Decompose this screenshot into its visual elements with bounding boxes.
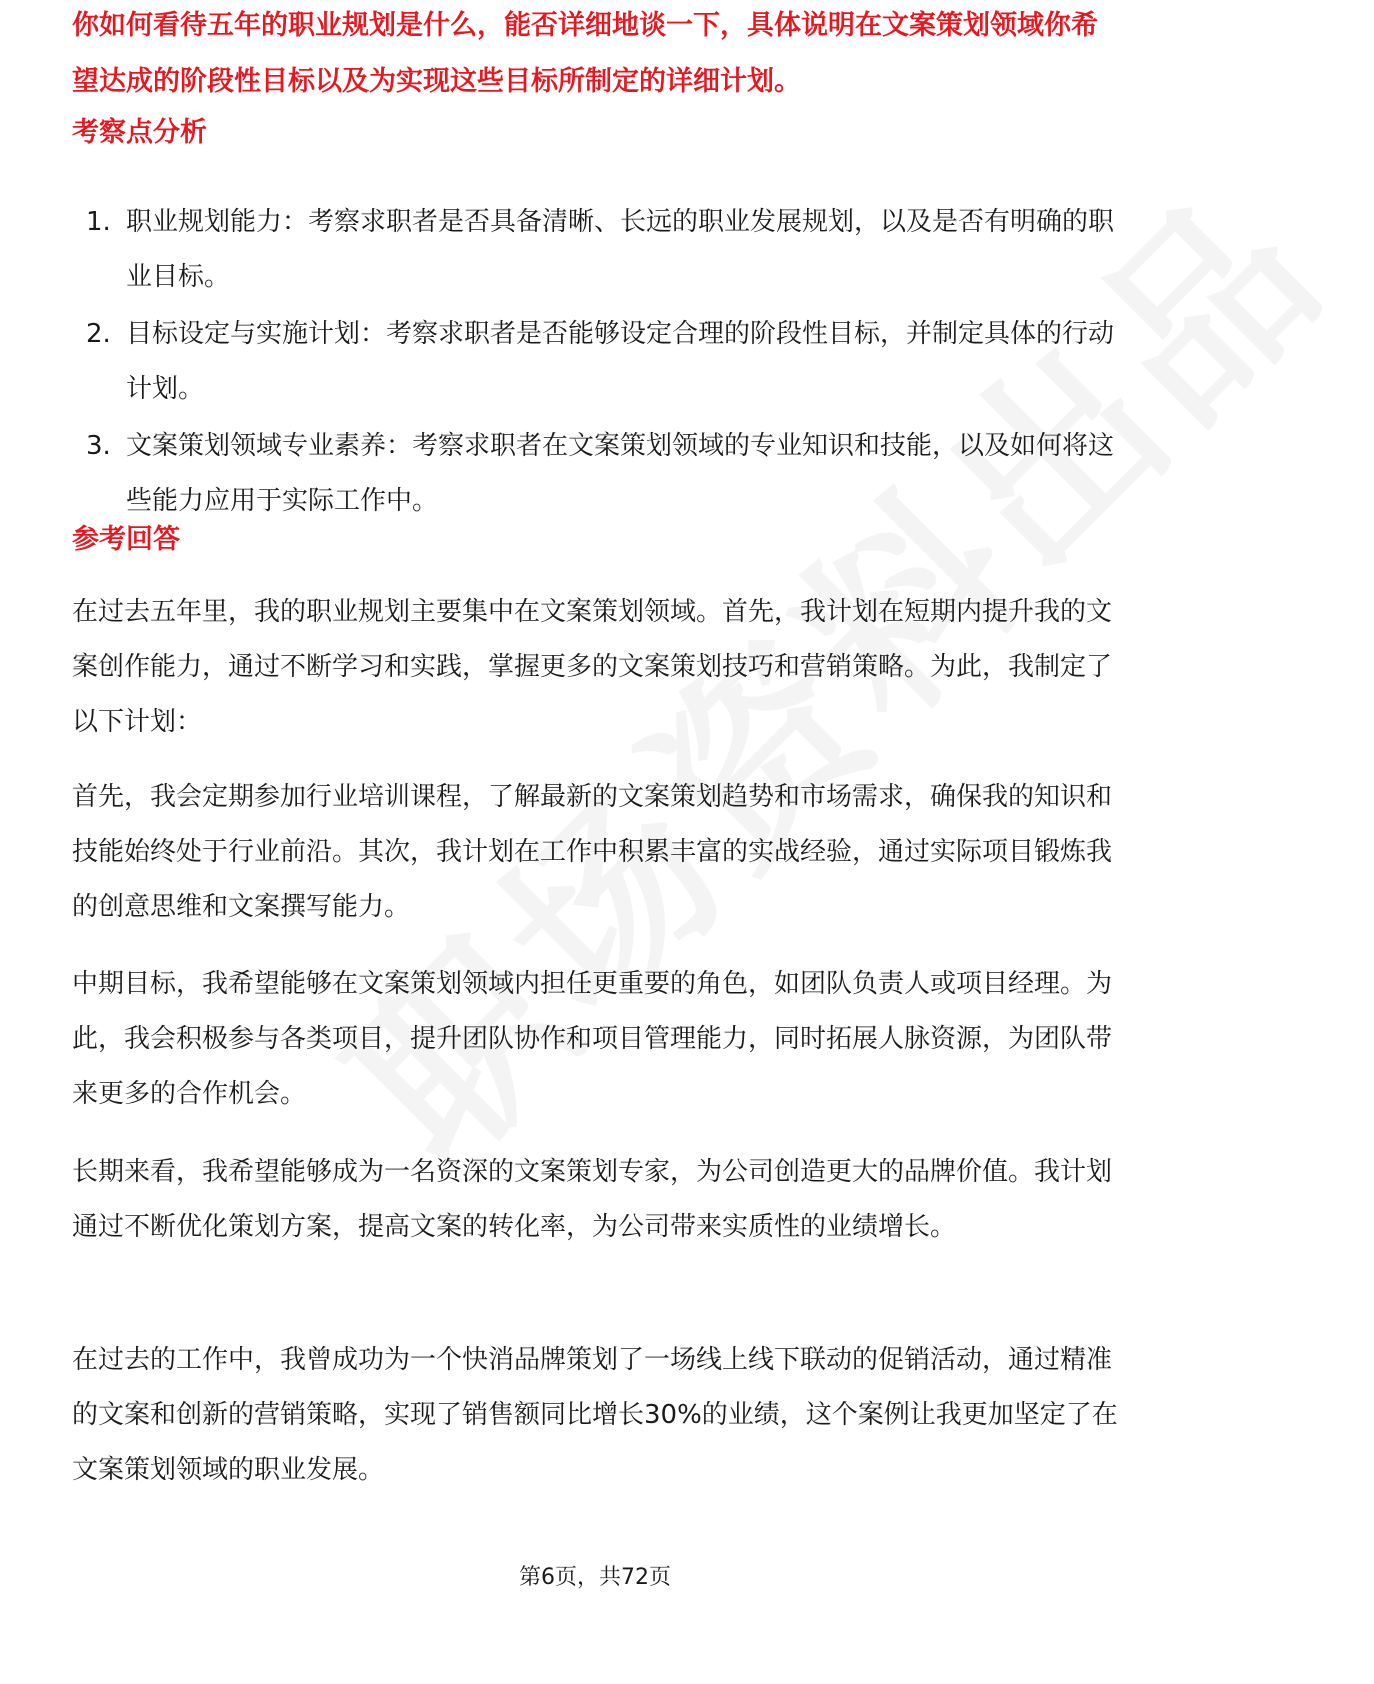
answer-paragraph: 长期来看，我希望能够成为一名资深的文案策划专家，为公司创造更大的品牌价值。我计划通过不断优化策划方案，提高文案的转化率，为公司带来实质性的业绩增长。 [72,1157,1113,1242]
list-item-text: 文案策划领域专业素养：考察求职者在文案策划领域的专业知识和技能，以及如何将这些能力应用于实际工作中。 [126,431,1115,516]
analysis-heading: 考察点分析 [72,117,207,148]
list-item-number: 1. [86,207,111,237]
answer-heading: 参考回答 [72,524,180,555]
list-item-number: 3. [86,431,111,461]
answer-paragraph: 中期目标，我希望能够在文案策划领域内担任更重要的角色，如团队负责人或项目经理。为此，我会积极参与各类项目，提升团队协作和项目管理能力，同时拓展人脉资源，为团队带来更多的合作机会。 [72,969,1113,1109]
list-item [72,195,1122,305]
list-item-text: 目标设定与实施计划：考察求职者是否能够设定合理的阶段性目标，并制定具体的行动计划。 [126,319,1115,404]
list-item-text: 职业规划能力：考察求职者是否具备清晰、长远的职业发展规划，以及是否有明确的职业目标。 [126,207,1115,292]
question-text: 望达成的阶段性目标以及为实现这些目标所制定的详细计划。 [72,66,801,97]
page-number: 第6页，共72页 [519,1565,671,1590]
answer-paragraph: 在过去五年里，我的职业规划主要集中在文案策划领域。首先，我计划在短期内提升我的文案创作能力，通过不断学习和实践，掌握更多的文案策划技巧和营销策略。为此，我制定了以下计划： [72,597,1113,737]
answer-paragraph: 首先，我会定期参加行业培训课程，了解最新的文案策划趋势和市场需求，确保我的知识和技能始终处于行业前沿。其次，我计划在工作中积累丰富的实战经验，通过实际项目锻炼我的创意思维和文案撰写能力。 [72,782,1113,922]
list-item [72,307,1122,417]
question-text-cut-line: 你如何看待五年的职业规划是什么，能否详细地谈一下，具体说明在文案策划领域你希 [72,10,1098,41]
list-item-number: 2. [86,319,111,349]
list-item [72,419,1122,529]
analysis-list [72,195,1122,531]
answer-paragraph: 在过去的工作中，我曾成功为一个快消品牌策划了一场线上线下联动的促销活动，通过精准的文案和创新的营销策略，实现了销售额同比增长30%的业绩，这个案例让我更加坚定了在文案策划领域的职业发展。 [72,1345,1118,1485]
